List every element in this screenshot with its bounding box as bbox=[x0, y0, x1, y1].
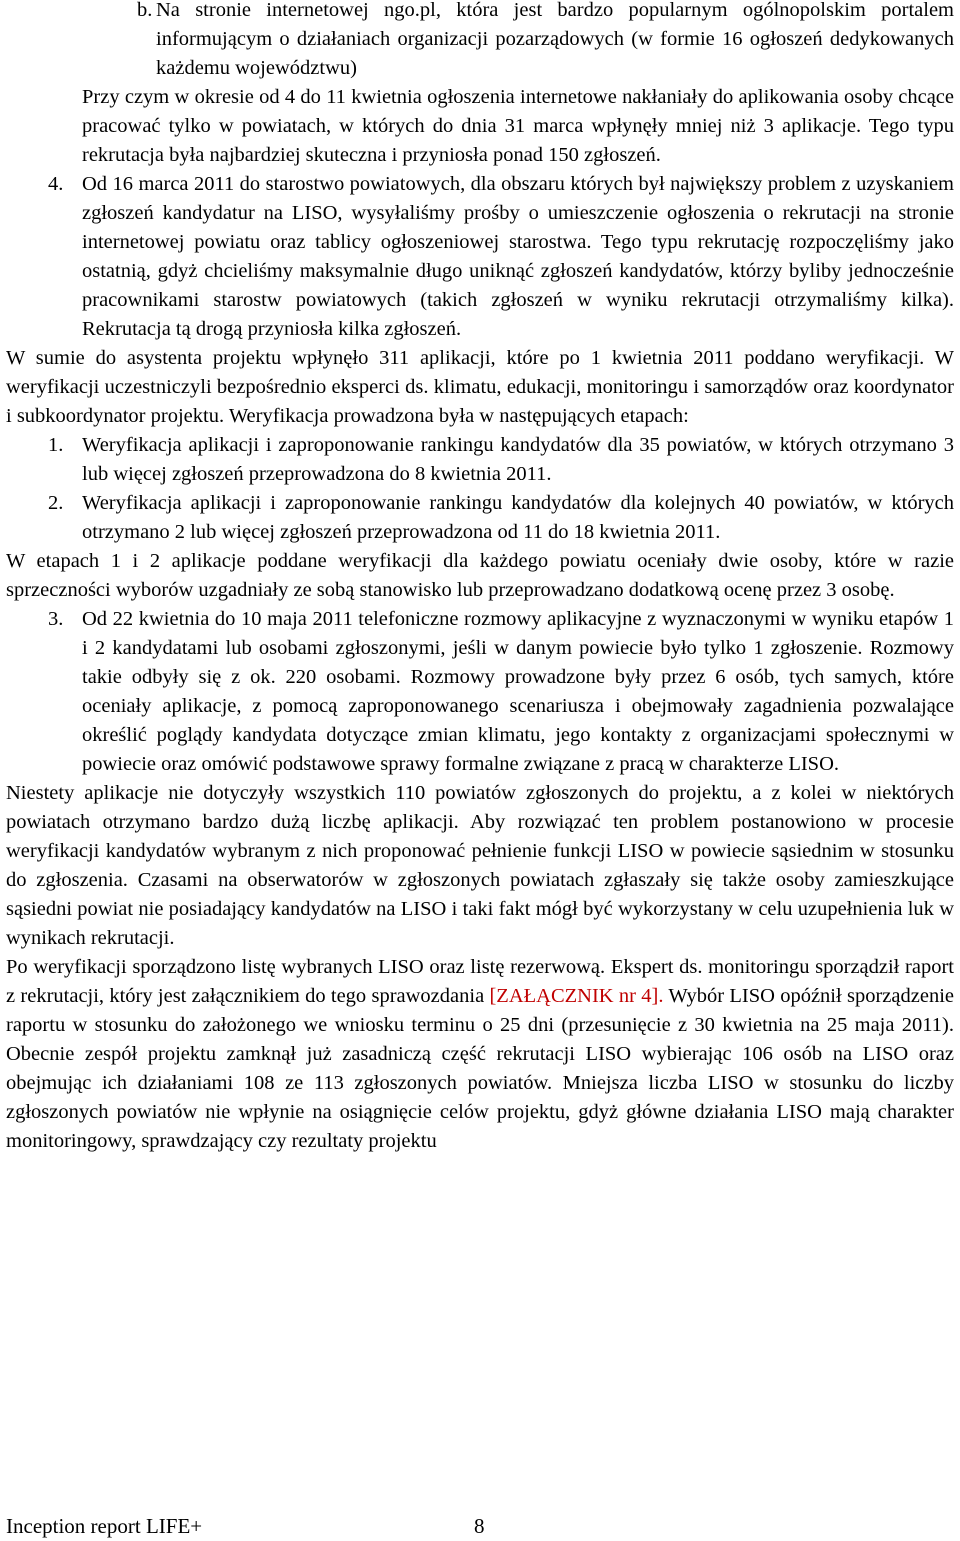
list-marker-b: b. bbox=[137, 0, 153, 21]
paragraph-niestety: Niestety aplikacje nie dotyczyły wszystkich 110 powiatów zgłoszonych do projektu, a z kolei w niektórych powiatach otrzymano bardzo dużą liczbę aplikacji. Aby rozwiązać ten problem postanowiono w procesie weryfikacji kandydatów wybranym z nich proponować pełnienie funkcji LISO w powiecie sąsiednim w stosunku do zgłoszenia. Czasami na obserwatorów w zgłoszonych powiatach zgłaszały się także osoby zamieszkujące sąsiedni powiat nie posiadający kandydatów na LISO i taki fakt mógł być wykorzystany w celu uzupełnienia luk w wynikach rekrutacji. bbox=[6, 782, 954, 949]
list-item-b-text: Na stronie internetowej ngo.pl, która jest bardzo popularnym ogólnopolskim portalem informującym o działaniach organizacji pozarządowych (w formie 16 ogłoszeń dedykowanych każdemu województwu) bbox=[156, 0, 954, 79]
paragraph-stages: W etapach 1 i 2 aplikacje poddane weryfikacji dla każdego powiatu oceniały dwie osoby, które w razie sprzeczności wyborów uzgadniały ze sobą stanowisko lub przeprowadzano dodatkową ocenę przez 3 osobę. bbox=[6, 550, 954, 601]
stage-item-3 bbox=[6, 605, 954, 779]
list-item-b bbox=[6, 0, 954, 83]
stage-item-2-text: Weryfikacja aplikacji i zaproponowanie rankingu kandydatów dla kolejnych 40 powiatów, w których otrzymano 2 lub więcej zgłoszeń przeprowadzona od 11 do 18 kwietnia 2011. bbox=[82, 492, 954, 543]
paragraph-summary: W sumie do asystenta projektu wpłynęło 311 aplikacji, które po 1 kwietnia 2011 poddano weryfikacji. W weryfikacji uczestniczyli bezpośrednio eksperci ds. klimatu, edukacji, monitoringu i samorządów oraz koordynator i subkoordynator projektu. Weryfikacja prowadzona była w następujących etapach: bbox=[6, 347, 954, 427]
stage-item-1-text: Weryfikacja aplikacji i zaproponowanie rankingu kandydatów dla 35 powiatów, w których otrzymano 3 lub więcej zgłoszeń przeprowadzona do 8 kwietnia 2011. bbox=[82, 434, 954, 485]
stage-item-1 bbox=[6, 431, 954, 489]
list-item-4-text: Od 16 marca 2011 do starostwo powiatowych, dla obszaru których był największy problem z uzyskaniem zgłoszeń kandydatur na LISO, wysyłaliśmy prośby o umieszczenie ogłoszenia o rekrutacji na stronie internetowej powiatu oraz tablicy ogłoszeniowej starostwa. Tego typu rekrutację rozpoczęliśmy jako ostatnią, gdyż chcieliśmy maksymalnie długo uniknąć zgłoszeń kandydatów, którzy byliby jednocześnie pracownikami starostw powiatowych (takich zgłoszeń w wyniku rekrutacji otrzymaliśmy kilka). Rekrutacja tą drogą przyniosła kilka zgłoszeń. bbox=[82, 173, 954, 340]
list-marker-4: 4. bbox=[48, 173, 64, 195]
stage-marker-2: 2. bbox=[48, 492, 64, 514]
stage-marker-1: 1. bbox=[48, 434, 64, 456]
page-footer bbox=[6, 1512, 954, 1541]
stage-item-2 bbox=[6, 489, 954, 547]
document-page bbox=[6, 0, 954, 1156]
paragraph-po-text-after: Wybór LISO opóźnił sporządzenie raportu w stosunku do założonego we wniosku terminu o 25 dni (przesunięcie z 30 kwietnia na 25 maja 2011). Obecnie zespół projektu zamknął już zasadniczą część rekrutacji LISO wybierając 106 osób na LISO oraz obejmując ich działaniami 108 ze 113 zgłoszonych powiatów. Mniejsza liczba LISO w stosunku do liczby zgłoszonych powiatów nie wpłynie na osiągnięcie celów projektu, gdyż główne działania LISO mają charakter monitoringowy, sprawdzający czy rezultaty projektu bbox=[6, 985, 954, 1152]
stage-marker-3: 3. bbox=[48, 608, 64, 630]
footer-title: Inception report LIFE+ bbox=[6, 1514, 203, 1538]
attachment-reference: [ZAŁĄCZNIK nr 4]. bbox=[489, 985, 664, 1007]
list-item-b-continuation bbox=[6, 83, 954, 170]
footer-page-number: 8 bbox=[474, 1514, 485, 1538]
list-item-4 bbox=[6, 170, 954, 344]
stage-item-3-text: Od 22 kwietnia do 10 maja 2011 telefoniczne rozmowy aplikacyjne z wyznaczonymi w wyniku etapów 1 i 2 kandydatami lub osobami zgłoszonymi, jeśli w danym powiecie było tylko 1 zgłoszenie. Rozmowy takie odbyły się z ok. 220 osobami. Rozmowy prowadzone były przez 6 osób, tych samych, które oceniały aplikacje, z pomocą zaproponowanego scenariusza i obejmowały zagadnienia pozwalające określić poglądy kandydata dotyczące zmian klimatu, jego kontakty z organizacjami społecznymi w powiecie oraz omówić podstawowe sprawy formalne związane z pracą w charakterze LISO. bbox=[82, 608, 954, 775]
paragraph-po-weryfikacji bbox=[6, 953, 954, 1156]
paragraph-po-text-before: Po weryfikacji sporządzono listę wybranych LISO oraz listę rezerwową. Ekspert ds. monitoringu sporządził raport z rekrutacji, który jest załącznikiem do tego sprawozdania bbox=[6, 956, 954, 1007]
list-item-b-continuation-text: Przy czym w okresie od 4 do 11 kwietnia ogłoszenia internetowe nakłaniały do aplikowania osoby chcące pracować tylko w powiatach, w których do dnia 31 marca wpłynęły mniej niż 3 aplikacje. Tego typu rekrutacja była najbardziej skuteczna i przyniosła ponad 150 zgłoszeń. bbox=[82, 86, 954, 166]
